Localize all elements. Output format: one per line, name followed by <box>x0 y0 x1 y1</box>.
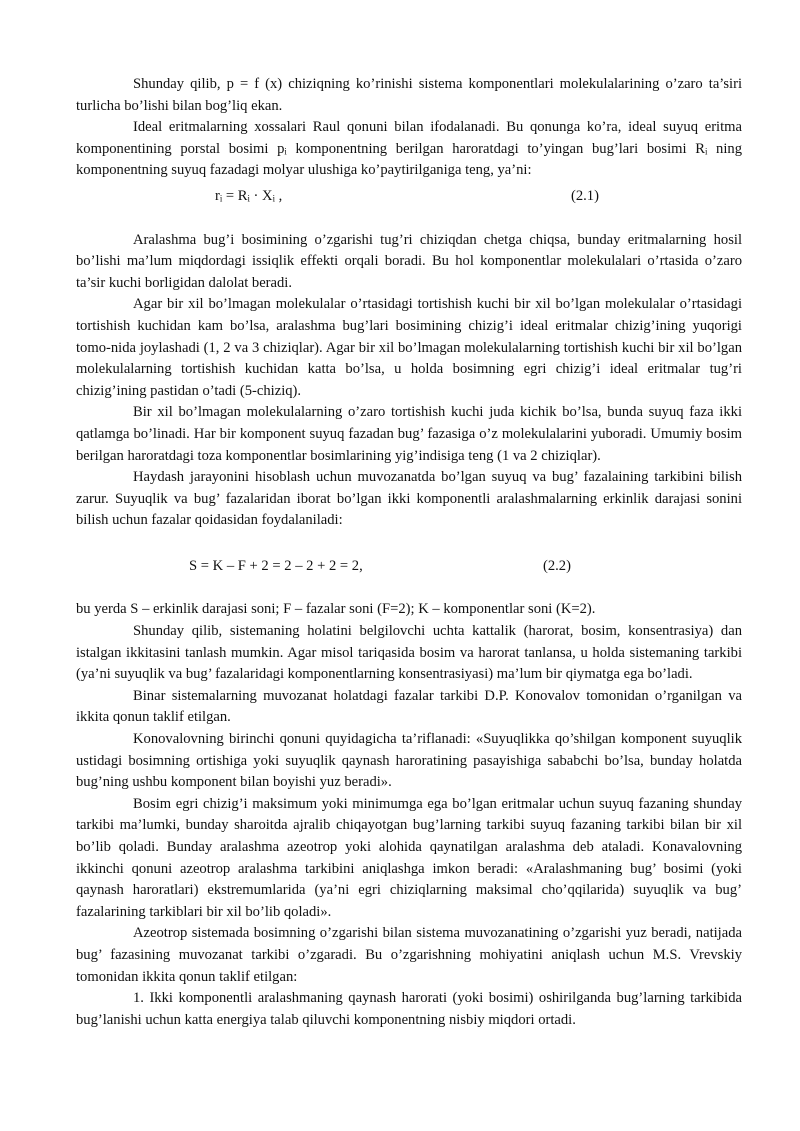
paragraph: 1. Ikki komponentli aralashmaning qaynash harorati (yoki bosimi) oshirilganda bug’larning tarkibida bug’lanishi uchun katta energiya talab qiluvchi komponentning nisbiy miqdori ortadi. <box>76 990 742 1028</box>
paragraph: Ideal eritmalarning xossalari Raul qonuni bilan ifodalanadi. Bu qonunga ko’ra, ideal suyuq eritma komponentining porstal bosimi pᵢ komponentning berilgan haroratdagi to’yingan bug’lari bosimi Rᵢ ning komponentning suyuq fazadagi molyar ulushiga ko’paytirilganiga teng, ya’ni: <box>76 119 742 179</box>
paragraph: Haydash jarayonini hisoblash uchun muvozanatda bo’lgan suyuq va bug’ fazalaining tarkibini bilish zarur. Suyuqlik va bug’ fazalaridan iborat bo’lgan ikki komponentli aralashmalarning erkinlik darajasi sonini bilish uchun fazalar qoidasidan foydalaniladi: <box>76 469 742 529</box>
paragraph: Agar bir xil bo’lmagan molekulalar o’rtasidagi tortishish kuchi bir xil bo’lgan molekulalar o’rtasidagi tortishish kuchidan kam bo’lsa, aralashma bug’lari bosimining chizig’i ideal eritmalar chizig’ining yuqorigi tomo-nida joylashadi (1, 2 va 3 chiziqlar). Agar bir xil bo’lmagan molekulalarning tortishish kuchi bir xil bo’lgan molekulalarning tortishish kuchidan katta bo’lsa, u holda bosimning egri chizig’i ideal eritmalar tug’ri chizig’ining pastidan o’tadi (5-chiziq). <box>76 296 742 399</box>
equation-text: rᵢ = Rᵢ · Xᵢ , <box>215 187 283 204</box>
paragraph: Aralashma bug’i bosimining o’zgarishi tug’ri chiziqdan chetga chiqsa, bunday eritmalarning hosil bo’lishi ma’lum miqdordagi issiqlik effekti orqali boradi. Bu hol komponentlar molekulalari o’rtasida o’zaro ta’sir kuchi borligidan dalolat beradi. <box>76 231 742 291</box>
paragraph: Konovalovning birinchi qonuni quyidagicha ta’riflanadi: «Suyuqlikka qo’shilgan komponent suyuqlik ustidagi bosimning ortishiga yoki suyuqlik qaynash haroratining pasayishiga sababchi bo’lsa, bunday holatda bug’ning ushbu komponent bilan boyishi yuz beradi». <box>76 731 742 791</box>
paragraph: Shunday qilib, sistemaning holatini belgilovchi uchta kattalik (harorat, bosim, konsentrasiya) dan istalgan ikkitasini tanlash mumkin. Agar misol tariqasida bosim va harorat tanlansa, u holda sistemaning tarkibi (ya’ni suyuqlik va bug’ fazalaridagi komponentlarning konsentrasiyasi) ma’lum bir qiymatga ega bo’ladi. <box>76 623 742 683</box>
equation-phase-rule <box>189 556 742 578</box>
paragraph: Binar sistemalarning muvozanat holatdagi fazalar tarkibi D.P. Konovalov tomonidan o’rganilgan va ikkita qonun taklif etilgan. <box>76 687 742 726</box>
paragraph: Bosim egri chizig’i maksimum yoki minimumga ega bo’lgan eritmalar uchun suyuq fazaning shunday tarkibi ma’lumki, bunday sharoitda ajralib chiqayotgan bug’larning tarkibi suyuq fazaning tarkibi bilan bir xil bo’lib qoladi. Bunday aralashma azeotrop yoki alohida qaynatilgan aralashma deb ataladi. Konavalovning ikkinchi qonuni azeotrop aralashma tarkibini aniqlashga imkon beradi: «Aralashmaning bug’ bosimi (yoki qaynash haroratlari) ekstremumlarida (ya’ni egri chiziqlarning maksimal cho’qqilarida) suyuqlik va bug’ fazalarining tarkiblari bir xil bo’lib qoladi». <box>76 795 742 920</box>
paragraph: Azeotrop sistemada bosimning o’zgarishi bilan sistema muvozanatining o’zgarishi yuz beradi, natijada bug’ fazasining muvozanat tarkibi o’zgaradi. Bu o’zgarishning mohiyatini aniqlash uchun M.S. Vrevskiy tomonidan ikkita qonun taklif etilgan: <box>76 925 742 985</box>
paragraph: Bir xil bo’lmagan molekulalarning o’zaro tortishish kuchi juda kichik bo’lsa, bunda suyuq faza ikki qatlamga bo’linadi. Har bir komponent suyuq fazadan bug’ fazasiga o’z molekulalarini yuboradi. Umumiy bosim berilgan haroratdagi toza komponentlar bosimlarining yig’indisiga teng (1 va 2 chiziqlar). <box>76 404 742 464</box>
equation-number: (2.1) <box>571 187 599 204</box>
equation-raoult <box>215 186 742 208</box>
equation-number: (2.2) <box>543 557 571 574</box>
paragraph: Shunday qilib, p = f (x) chiziqning ko’rinishi sistema komponentlari molekulalarining o’zaro ta’siri turlicha bo’lishi bilan bog’liq ekan. <box>76 76 742 114</box>
paragraph: bu yerda S – erkinlik darajasi soni; F – fazalar soni (F=2); K – komponentlar soni (K=2). <box>76 601 596 618</box>
document-body <box>76 74 742 1031</box>
spacer <box>76 208 742 230</box>
equation-text: S = K – F + 2 = 2 – 2 + 2 = 2, <box>189 557 363 574</box>
